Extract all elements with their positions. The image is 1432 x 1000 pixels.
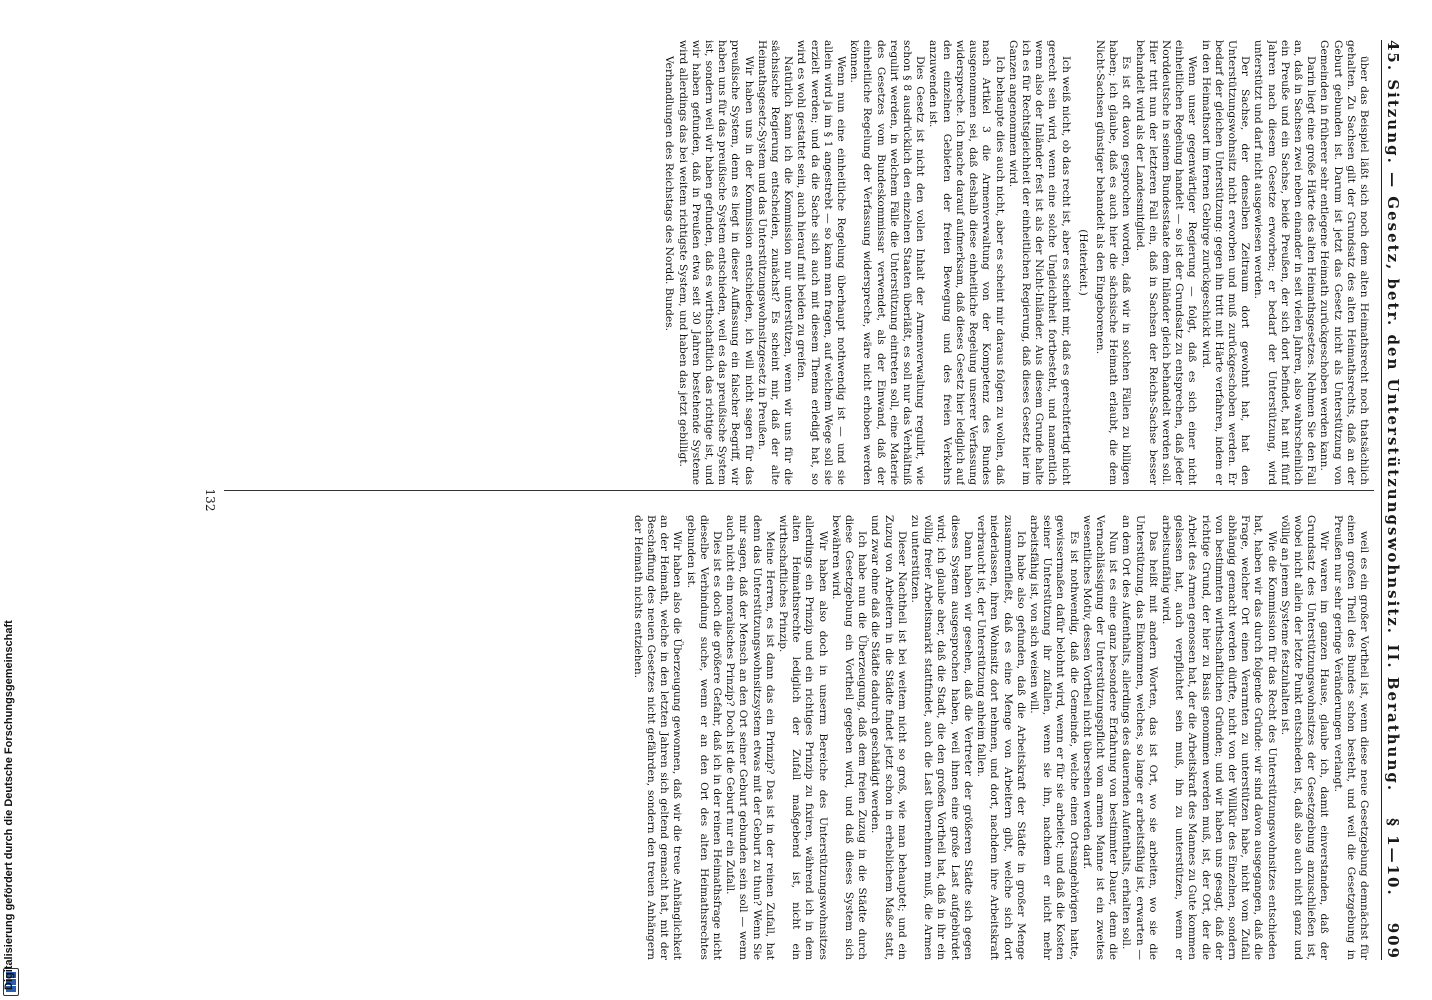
header-rule bbox=[1381, 40, 1382, 960]
reading-label: II. Berathung. bbox=[1384, 644, 1402, 793]
folio-number: 132 bbox=[203, 488, 217, 512]
right-paragraph: Das heißt mit andern Worten, das ist Ort, wo sie arbeiten, wo sie die Unterstützung, das Einkommen, welches, so lange er arbeitsfähig ist, erwarten — an dem Ort des Aufenthalts, allerdings des dauernden Aufenthalts, erhalten soll. bbox=[1120, 515, 1159, 960]
left-paragraph: Es ist oft davon gesprochen worden, daß wir in solchen Fällen zu billigen haben; ich glaube, daß es auch hier die sächsische Heimath erlaubt, die dem Nicht-Sachsen günstiger behandelt als den Eingeborenen. bbox=[1093, 40, 1133, 485]
left-paragraph: Ich behaupte dies auch nicht, aber es scheint mir daraus folgen zu wollen, daß nach Artikel 3 die Armenverwaltung von der Kompetenz des Bundes ausgenommen sei, daß deshalb diese einheitliche Regelung unserer Verfassung widerspreche. Ich mache darauf aufmerksam, daß dieses Gesetz hier lediglich auf den einzelnen Gebieten der freien Bewegung und des freien Verkehrs anzuwenden ist. bbox=[927, 40, 1006, 485]
funding-credit: Digitalisierung gefördert durch die Deutsche Forschungsgemeinschaft bbox=[3, 620, 15, 990]
session-label: 45. Sitzung. bbox=[1384, 40, 1402, 165]
left-paragraph: Ich weiß nicht, ob das recht ist, aber es scheint mir, daß es gerechtfertigt nicht gerecht sein wird, wenn eine solche Ungleichheit fortbesteht, und namentlich wenn also der Inländer fest ist als der Nicht-Inländer. Aus diesem Grunde halte ich es für Rechtsgleichheit der einheitlichen Regierung, daß dieses Gesetz hier im Ganzen angenommen wird. bbox=[1006, 40, 1072, 485]
right-paragraph: Wir waren im ganzen Hause, glaube ich, damit einverstanden, daß der Grundsatz des Unterstützungswohnsitzes der Gesetzgebung anzuschließen ist, wobei nicht allein der letzte Punkt entschieden ist, daß also auch nicht ganz und völlig an jenem Systeme festzuhalten ist. bbox=[1278, 515, 1331, 960]
right-paragraph: Dann haben wir gesehen, daß die Vertreter der größeren Städte sich gegen dieses System ausgesprochen haben, weil ihnen eine große Last aufgebürdet wird; ich glaube aber, daß die Stadt, die den großen Vortheil hat, daß in ihr ein völlig freier Arbeitsmarkt stattfindet, auch die Last übernehmen muß, die Armen zu unterstützen. bbox=[909, 515, 974, 960]
header-dash: — bbox=[1384, 172, 1402, 190]
right-paragraph: Wir haben also doch in unserm Bereiche des Unterstützungswohnsitzes allerdings ein Prinzip und ein richtiges Prinzip zu fixiren, während ich in dem alten Heimathsrechte lediglich der Zufall maßgebend ist, nicht ein wirthschaftliches Prinzip. bbox=[777, 515, 829, 960]
right-text-column bbox=[230, 515, 1370, 960]
right-paragraph: weil es ein großer Vortheil ist, wenn diese neue Gesetzgebung demnächst für einen großen Theil des Bundes schon besteht, und weil die Gesetzgebung in Preußen nur sehr geringe Veränderungen verlangt. bbox=[1331, 515, 1370, 960]
page-number: 909 bbox=[1384, 922, 1402, 960]
right-paragraph: Ich habe also gefunden, daß die Arbeitskraft der Städte in großer Menge zusammenfließt, daß es eine Menge von Arbeitern gibt, welche sich dort niederlassen, ihren Wohnsitz dort nehmen, und dort, nachdem ihre Arbeitskraft verbraucht ist, der Unterstützung anheim fallen. bbox=[975, 515, 1027, 960]
right-paragraph: Es ist nothwendig, daß die Gemeinde, welche einen Ortsangehörigen hatte, gewissermaßen dafür belohnt wird, wenn er für sie arbeitet; und daß die Kosten seiner Unterstützung ihr zufallen, wenn sie ihn, nachdem er nicht mehr arbeitsfähig ist, von sich weisen will. bbox=[1027, 515, 1080, 960]
paragraph-label: § 1—10. bbox=[1384, 818, 1402, 897]
left-paragraph: über das Beispiel läßt sich noch dem alten Heimathsrecht noch thatsächlich gehalten. Zu Sachsen gilt der Grundsatz des alten Heimathsrechts, daß an der Geburt gebunden ist. Darum ist jetzt das Gesetz nicht als Unterstützung von Gemeinden in früherer sehr entlegene Heimath zurückgeschoben werden kann. bbox=[1318, 40, 1370, 485]
right-paragraph: Wir haben also die Überzeugung gewonnen, daß wir die treue Anhänglichkeit an der Heimath, welche in den letzten Jahren sich geltend gemacht hat, mit der Beschaffung des neuen Gesetzes nicht gefährden, sondern den treuen Anhängern der Heimath nichts entziehen. bbox=[631, 515, 684, 960]
right-paragraph: Ich habe nun die Überzeugung, daß dem freien Zuzug in die Städte durch diese Gesetzgebung ein Vortheil gegeben wird, und daß dieses System sich bewähren wird. bbox=[829, 515, 869, 960]
left-paragraph: Der Sachse, der denselben Zeitraum dort gewohnt hat, hat den Unterstützungswohnsitz nicht erworben und muß zurückgeschoben werden. Er bedarf der gleichen Unterstützung: gegen ihn tritt mit Härte verfahren, indem er in den Heimathsort im fernen Gebirge zurückgeschickt wird. bbox=[1199, 40, 1252, 485]
right-paragraph: Dieser Nachtheil ist bei weitem nicht so groß, wie man behauptet; und ein Zuzug von Arbeitern in die Städte findet jetzt schon in erheblichem Maße statt, und zwar ohne daß die Städte dadurch geschädigt werden. bbox=[869, 515, 908, 960]
right-paragraph: Meine Herren, es ist dann das ein Prinzip? Das ist in der reinen Zufall, hat denn das Unterstützungswohnsitzsystem etwas mit der Geburt zu thun? Wenn Sie mir sagen, daß der Mensch an den Ort seiner Geburt gebunden sein soll — wenn auch nicht ein moralisches Prinzip? Doch ist die Geburt nur ein Zufall. bbox=[724, 515, 776, 960]
running-head bbox=[1384, 40, 1414, 960]
running-head-left bbox=[1384, 40, 1402, 635]
left-paragraph: Wenn nun eine einheitliche Regelung überhaupt nothwendig ist — und sie allein wird ja im § 1 angestrebt — so kann man fragen, auf welchem Wege soll sie erzielt werden; und da die Sache sich auch mit diesem Thema erledigt hat, so wird es wohl gestattet sein, auch hierauf mit beiden zu greifen. bbox=[795, 40, 848, 485]
right-paragraph: Wie die Kommission für das Recht des Unterstützungswohnsitzes entschieden hat, haben wir das durch folgende Gründe: wir sind davon ausgegangen, daß die Frage, welcher Ort einen Verarmten zu unterstützen habe, nicht vom Zufall abhängig gemacht werden dürfte, nicht von der Willkür des Einzelnen, sondern von bestimmten wirthschaftlichen Gründen; und wir haben uns gesagt, daß der richtige Grund, der hier zu Basis genommen werden muß, ist, der Ort, der die Arbeit des Armen genossen hat, der die Arbeitskraft des Mannes zu Gute kommen gelassen hat, auch verpflichtet sein muß, ihn zu unterstützen, wenn er arbeitsunfähig wird. bbox=[1159, 515, 1278, 960]
left-paragraph: Wir haben uns in der Kommission entschieden, ich will nicht sagen für das preußische System, denn es liegt in dieser Auffassung ein falscher Begriff, wir haben uns für das preußische System entschieden, weil es das preußische System ist, sondern weil wir haben gefunden, daß es wirthschaftlich das richtige ist, und wir haben gefunden, daß in Preußen etwa seit 30 Jahren bestehende Systeme wird allerdings das bei weitem richtigste System, und haben das jetzt gebilligt. bbox=[676, 40, 755, 485]
running-head-right bbox=[1384, 644, 1402, 960]
left-paragraph: Darin liegt eine große Härte des alten Heimathsgesetzes. Nehmen Sie den Fall an, daß in Sachsen zwei neben einander in seit vielen Jahren, also wahrscheinlich ein Preuße und ein Sachse, beide Preußen, der sich dort befindet, hat mit fünf Jahren nach diesem Gesetze erworben; er bedarf der Unterstützung, wird unterstützt und darf nicht ausgewiesen werden. bbox=[1252, 40, 1318, 485]
rotated-document-page bbox=[90, 0, 1432, 1000]
left-paragraph: Wenn unser gegenwärtiger Regierung — folgt, daß es sich einer nicht einheitlichen Regelung handelt — so ist der Grundsatz zu entsprechen, daß jeder Norddeutsche in seinem Bundesstaate dem Inländer gleich behandelt werden soll. Hier tritt nun der letzteren Fall ein, daß in Sachsen der Reichs-Sachse besser behandelt wird als der Landesmitglied. bbox=[1133, 40, 1199, 485]
subject-label: Gesetz, betr. den Unterstützungswohnsitz. bbox=[1384, 196, 1402, 635]
left-paragraph: Verhandlungen des Reichstags des Nordd. Bundes. bbox=[663, 56, 676, 332]
digitization-footer bbox=[0, 0, 24, 1000]
right-paragraph: Dies ist es doch die größere Gefahr, daß ich in der reinen Heimathsfrage nicht dieselbe Verbindung suche, wenn er an den Ort des alten Heimathsrechtes gebunden ist. bbox=[684, 515, 724, 960]
column-divider bbox=[224, 490, 1374, 491]
left-paragraph: Dies Gesetz ist nicht den vollen Inhalt der Armenverwaltung regulirt, wie schon § 8 ausdrücklich den einzelnen Staaten überläßt, es soll nur das Verhältniß regulirt werden, in welchem Fälle die Unterstützung eintreten soll, eine Materie des Gesetzes vom Bundeskommissar verwendet, als der Einwand, daß der einheitliche Regelung der Verfassung widerspreche, wäre nicht erhoben werden können. bbox=[848, 40, 927, 485]
left-text-column bbox=[230, 40, 1370, 485]
right-paragraph: Nun ist es eine ganz besondere Erfahrung von bestimmter Dauer, denn die Vernachlässigung der Unterstützungspflicht vom armen Manne ist ein zweites wesentliches Motiv, dessen Vortheil nicht übersehen werden darf. bbox=[1080, 515, 1120, 960]
left-paragraph: (Heiterkeit.) bbox=[1076, 229, 1089, 296]
left-paragraph: Natürlich kann ich die Kommission nur unterstützen, wenn wir uns für die sächsische Regierung entscheiden, zunächst? Es scheint mir, daß der alte Heimathsgesetz-System und das Unterstützungswohnsitzgesetz in Preußen. bbox=[755, 40, 795, 485]
